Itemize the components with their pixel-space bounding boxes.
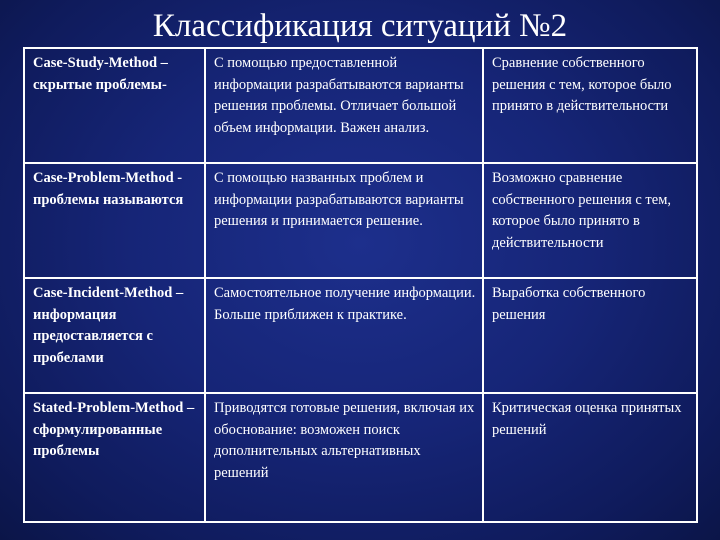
method-name: Case-Incident-Method – информация предоставляется с пробелами	[33, 285, 184, 366]
slide-title: Классификация ситуаций №2	[152, 8, 568, 44]
description-cell	[205, 163, 483, 278]
method-description: С помощью предоставленной информации разрабатываются варианты решения проблемы. Отличает большой объем информации. Важен анализ.	[214, 55, 464, 136]
description-cell	[205, 393, 483, 522]
description-cell	[205, 48, 483, 163]
outcome-cell	[483, 48, 697, 163]
method-outcome: Выработка собственного решения	[492, 285, 646, 323]
method-cell	[24, 48, 205, 163]
method-cell	[24, 163, 205, 278]
classification-table	[23, 47, 698, 523]
table-row	[24, 163, 697, 278]
table-row	[24, 393, 697, 522]
table-row	[24, 278, 697, 393]
table-row	[24, 48, 697, 163]
method-description: Самостоятельное получение информации. Больше приближен к практике.	[214, 285, 476, 323]
method-description: Приводятся готовые решения, включая их обоснование: возможен поиск дополнительных альтернативных решений	[214, 400, 475, 481]
outcome-cell	[483, 393, 697, 522]
method-outcome: Сравнение собственного решения с тем, которое было принято в действительности	[492, 55, 672, 114]
method-name: Case-Problem-Method - проблемы называются	[33, 170, 184, 208]
method-outcome: Возможно сравнение собственного решения с тем, которое было принято в действительности	[492, 170, 671, 251]
description-cell	[205, 278, 483, 393]
method-description: С помощью названных проблем и информации разрабатываются варианты решения и принимается решение.	[214, 170, 464, 229]
outcome-cell	[483, 278, 697, 393]
method-outcome: Критическая оценка принятых решений	[492, 400, 682, 438]
method-name: Case-Study-Method – скрытые проблемы-	[33, 55, 168, 93]
method-cell	[24, 278, 205, 393]
outcome-cell	[483, 163, 697, 278]
method-cell	[24, 393, 205, 522]
method-name: Stated-Problem-Method – сформулированные проблемы	[33, 400, 195, 459]
